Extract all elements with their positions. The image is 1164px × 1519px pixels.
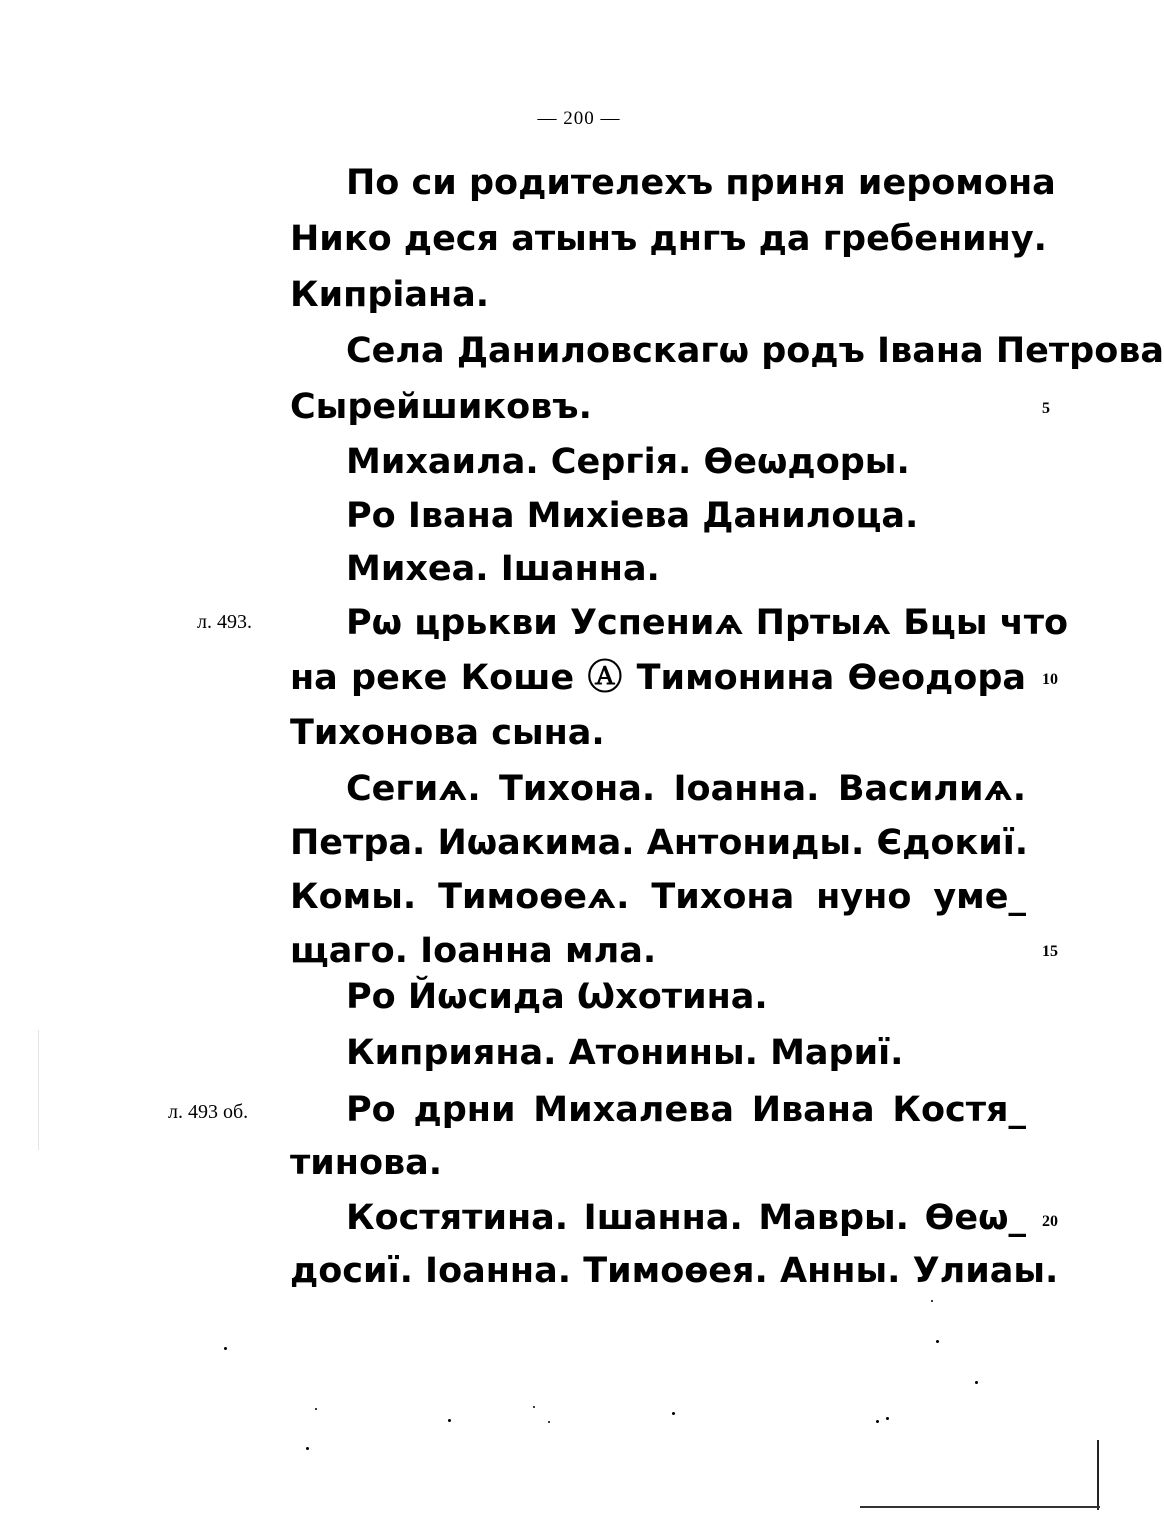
scan-speck [548, 1421, 550, 1423]
text-line: Нико деся атынъ днгъ да гребенину. [290, 219, 1047, 259]
page-number-text: — 200 — [537, 108, 621, 129]
text-line: По си родителехъ приня иеромона [346, 163, 1056, 203]
line-number: 20 [1042, 1213, 1058, 1230]
text-line: Костятина. Ішанна. Мавры. Ѳеѡ_ [346, 1198, 1026, 1238]
folio-mark: л. 493. [197, 611, 252, 633]
text-line: Сырейшиковъ. [290, 387, 592, 427]
text-line: Киприяна. Атонины. Мариї. [346, 1033, 904, 1073]
text-line: на реке Коше Ⓐ Тимонина Ѳеодора [290, 658, 1026, 698]
line-number: 15 [1042, 943, 1058, 960]
scan-speck [306, 1447, 309, 1450]
scan-speck [975, 1381, 978, 1384]
text-line: Михаила. Сергія. Ѳеѡдоры. [346, 442, 910, 482]
text-line: Комы. Тимоѳеѧ. Тихона нуно уме_ [290, 877, 1026, 917]
scan-speck [931, 1300, 933, 1302]
scan-speck [448, 1419, 451, 1422]
scan-speck [876, 1420, 879, 1423]
text-line: Кипріана. [290, 275, 490, 315]
text-line: Ро Івана Михіева Данилоца. [346, 496, 919, 536]
text-line: Тихонова сына. [290, 713, 605, 753]
line-number: 5 [1042, 400, 1050, 417]
page-number [0, 108, 1140, 130]
scan-shadow-line [38, 1030, 39, 1150]
text-line: щаго. Іоанна мла. [290, 931, 657, 971]
line-number: 10 [1042, 671, 1058, 688]
scan-speck [672, 1412, 675, 1415]
folio-mark: л. 493 об. [168, 1101, 249, 1123]
text-line: тинова. [290, 1143, 443, 1183]
text-line: Села Даниловскагѡ родъ Івана Петрова [346, 331, 1164, 371]
scan-edge [1097, 1440, 1099, 1510]
text-line: досиї. Іоанна. Тимоѳея. Анны. Улиаы. [290, 1251, 1059, 1291]
scan-speck [315, 1408, 317, 1410]
scan-speck [224, 1347, 227, 1350]
text-line: Петра. Иѡакима. Антониды. Єдокиї. [290, 823, 1029, 863]
scan-speck [533, 1406, 535, 1408]
scan-speck [936, 1340, 939, 1343]
text-line: Михеа. Ішанна. [346, 549, 660, 589]
text-line: Рѡ црькви Успениѧ Пртыѧ Бцы что [346, 603, 1069, 643]
text-line: Сегиѧ. Тихона. Іоанна. Василиѧ. [346, 769, 1026, 809]
scan-edge [860, 1506, 1100, 1508]
text-line: Ро дрни Михалева Ивана Костя_ [346, 1090, 1026, 1130]
scan-speck [886, 1417, 889, 1420]
text-line: Ро Йѡсида Ѡхотина. [346, 977, 768, 1017]
